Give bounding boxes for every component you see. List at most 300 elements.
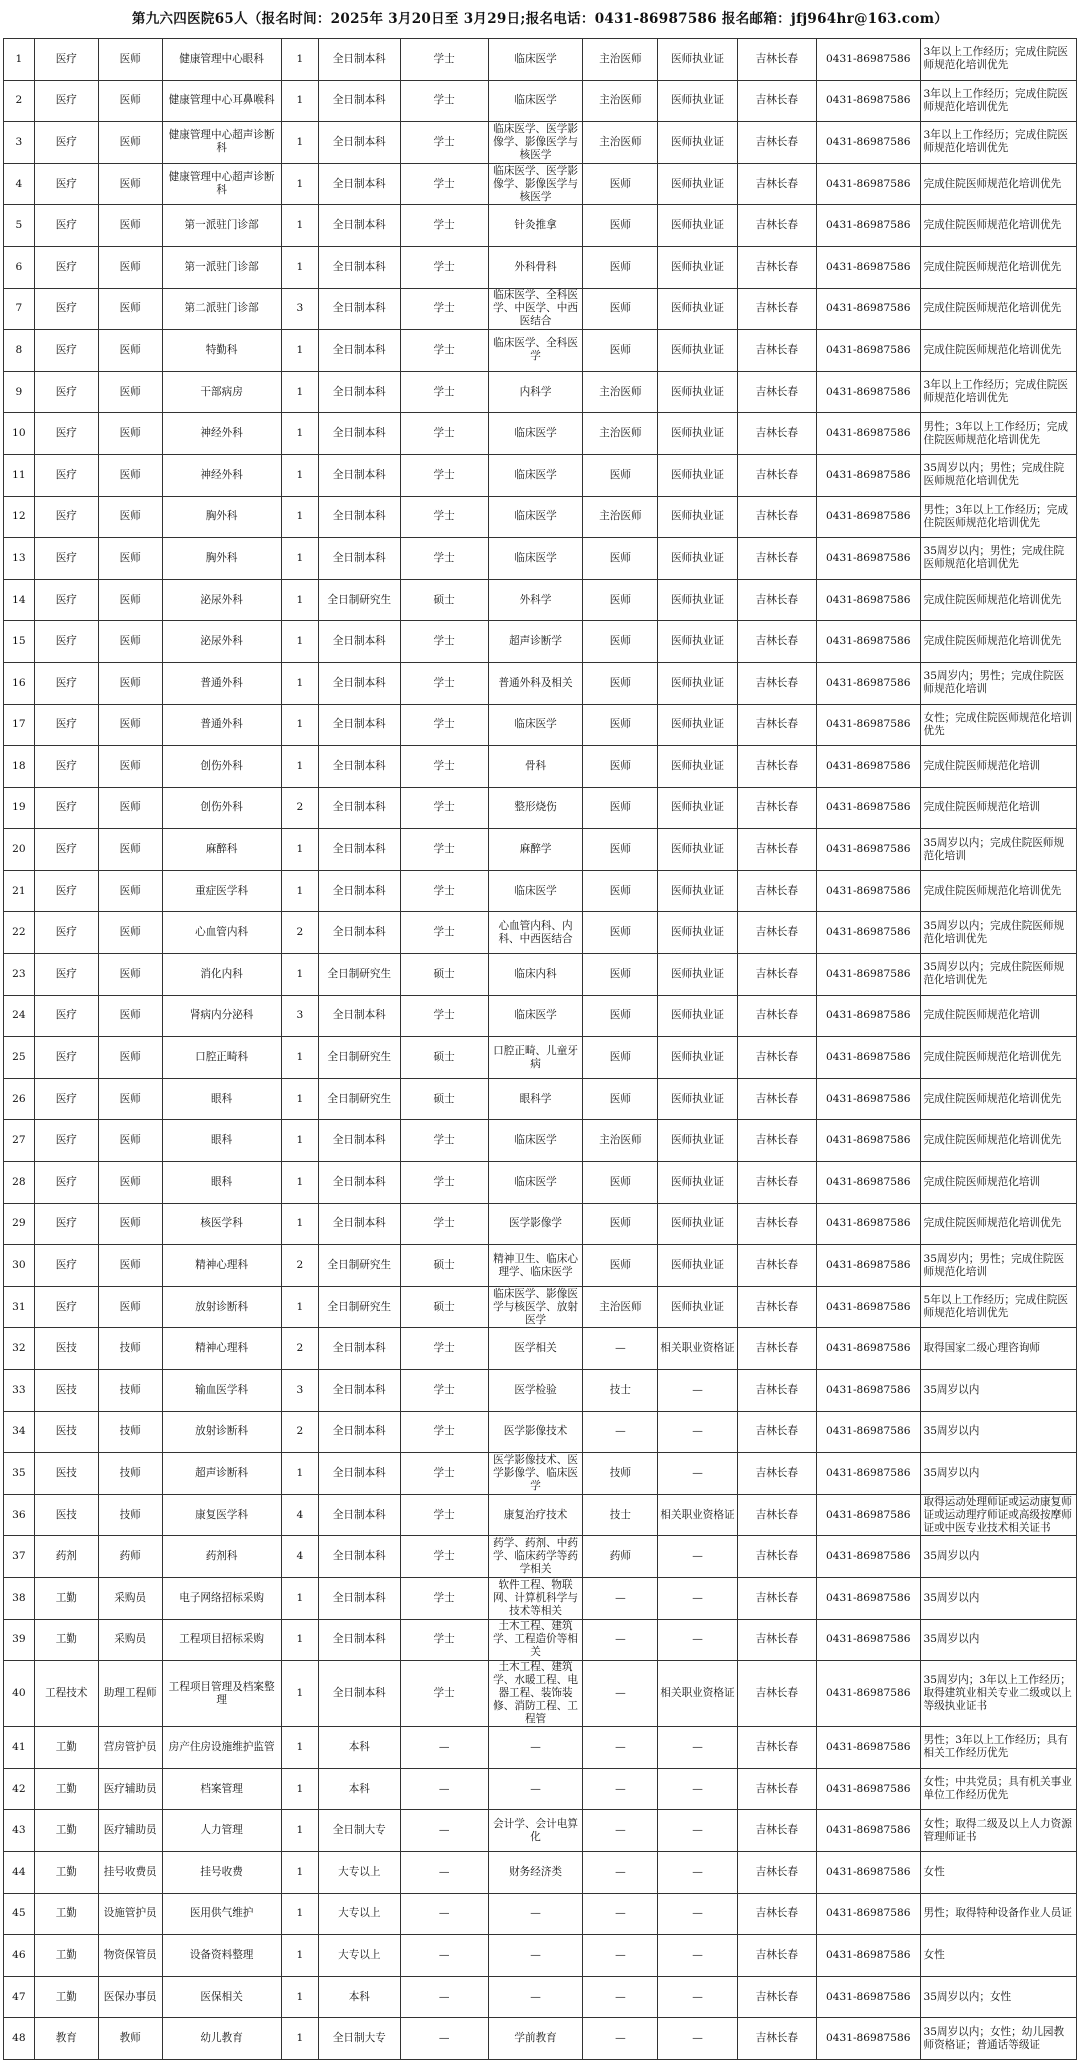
cell-major: 临床医学 xyxy=(488,80,583,122)
cell-title-requirement: 医师 xyxy=(583,829,658,871)
cell-position: 技师 xyxy=(98,1328,162,1370)
cell-education: 全日制本科 xyxy=(319,163,401,205)
cell-degree: — xyxy=(400,1810,488,1852)
cell-department: 超声诊断科 xyxy=(162,1453,281,1495)
cell-education: 全日制本科 xyxy=(319,787,401,829)
cell-education: 全日制本科 xyxy=(319,246,401,288)
cell-location: 吉林长春 xyxy=(737,1370,816,1412)
cell-certificate: — xyxy=(658,1851,737,1893)
cell-location: 吉林长春 xyxy=(737,538,816,580)
cell-degree: 学士 xyxy=(400,1203,488,1245)
cell-category: 工勤 xyxy=(34,1935,98,1977)
cell-education: 全日制研究生 xyxy=(319,1286,401,1328)
cell-category: 医疗 xyxy=(34,829,98,871)
table-row xyxy=(4,621,1077,663)
cell-title-requirement: — xyxy=(583,1328,658,1370)
cell-department: 创伤外科 xyxy=(162,787,281,829)
cell-education: 全日制本科 xyxy=(319,1203,401,1245)
cell-department: 房产住房设施维护监管 xyxy=(162,1727,281,1769)
cell-certificate: — xyxy=(658,1411,737,1453)
cell-notes: 35周岁以内；女性；幼儿园教师资格证；普通话等级证 xyxy=(920,2018,1077,2060)
cell-department: 健康管理中心超声诊断科 xyxy=(162,122,281,164)
cell-category: 医疗 xyxy=(34,39,98,81)
cell-row-number: 32 xyxy=(4,1328,35,1370)
cell-headcount: 1 xyxy=(281,829,318,871)
cell-location: 吉林长春 xyxy=(737,829,816,871)
cell-row-number: 33 xyxy=(4,1370,35,1412)
cell-certificate: 医师执业证 xyxy=(658,621,737,663)
cell-headcount: 1 xyxy=(281,1037,318,1079)
cell-degree: 学士 xyxy=(400,538,488,580)
cell-headcount: 1 xyxy=(281,205,318,247)
cell-title-requirement: — xyxy=(583,1727,658,1769)
cell-position: 医师 xyxy=(98,1245,162,1287)
cell-education: 全日制本科 xyxy=(319,1619,401,1661)
cell-phone: 0431-86987586 xyxy=(816,870,920,912)
cell-title-requirement: 药师 xyxy=(583,1536,658,1578)
cell-position: 技师 xyxy=(98,1370,162,1412)
cell-row-number: 10 xyxy=(4,413,35,455)
table-row xyxy=(4,787,1077,829)
cell-notes: 完成住院医师规范化培训优先 xyxy=(920,1078,1077,1120)
cell-education: 大专以上 xyxy=(319,1893,401,1935)
cell-department: 幼儿教育 xyxy=(162,2018,281,2060)
cell-notes: 35周岁以内 xyxy=(920,1453,1077,1495)
cell-major: — xyxy=(488,1768,583,1810)
cell-notes: 完成住院医师规范化培训优先 xyxy=(920,621,1077,663)
cell-major: 临床医学、全科医学、中医学、中西医结合 xyxy=(488,288,583,330)
cell-certificate: 医师执业证 xyxy=(658,288,737,330)
cell-department: 眼科 xyxy=(162,1120,281,1162)
cell-major: 药学、药剂、中药学、临床药学等药学相关 xyxy=(488,1536,583,1578)
cell-category: 工勤 xyxy=(34,1976,98,2018)
cell-major: 精神卫生、临床心理学、临床医学 xyxy=(488,1245,583,1287)
cell-degree: 学士 xyxy=(400,1370,488,1412)
cell-title-requirement: 医师 xyxy=(583,454,658,496)
cell-category: 工勤 xyxy=(34,1810,98,1852)
cell-department: 麻醉科 xyxy=(162,829,281,871)
cell-degree: 学士 xyxy=(400,912,488,954)
cell-location: 吉林长春 xyxy=(737,1893,816,1935)
cell-phone: 0431-86987586 xyxy=(816,1661,920,1727)
cell-notes: 35周岁以内 xyxy=(920,1536,1077,1578)
cell-education: 全日制本科 xyxy=(319,912,401,954)
cell-category: 医疗 xyxy=(34,330,98,372)
cell-education: 全日制本科 xyxy=(319,538,401,580)
cell-degree: 硕士 xyxy=(400,579,488,621)
cell-phone: 0431-86987586 xyxy=(816,496,920,538)
cell-major: — xyxy=(488,1893,583,1935)
cell-row-number: 2 xyxy=(4,80,35,122)
cell-certificate: 医师执业证 xyxy=(658,704,737,746)
cell-degree: 学士 xyxy=(400,80,488,122)
cell-department: 胸外科 xyxy=(162,496,281,538)
cell-title-requirement: — xyxy=(583,2018,658,2060)
cell-major: 超声诊断学 xyxy=(488,621,583,663)
cell-degree: 学士 xyxy=(400,662,488,704)
recruitment-table xyxy=(3,38,1077,2060)
cell-title-requirement: 主治医师 xyxy=(583,80,658,122)
cell-headcount: 1 xyxy=(281,2018,318,2060)
cell-major: 麻醉学 xyxy=(488,829,583,871)
cell-major: 针灸推拿 xyxy=(488,205,583,247)
cell-major: — xyxy=(488,1727,583,1769)
cell-certificate: 医师执业证 xyxy=(658,1037,737,1079)
cell-headcount: 1 xyxy=(281,80,318,122)
cell-certificate: 相关职业资格证 xyxy=(658,1494,737,1536)
cell-certificate: 相关职业资格证 xyxy=(658,1328,737,1370)
cell-major: 临床医学 xyxy=(488,704,583,746)
cell-education: 全日制研究生 xyxy=(319,1078,401,1120)
cell-title-requirement: — xyxy=(583,1810,658,1852)
cell-education: 全日制本科 xyxy=(319,1661,401,1727)
cell-headcount: 1 xyxy=(281,870,318,912)
cell-major: 普通外科及相关 xyxy=(488,662,583,704)
cell-notes: 女性；完成住院医师规范化培训优先 xyxy=(920,704,1077,746)
cell-position: 医师 xyxy=(98,538,162,580)
cell-position: 医师 xyxy=(98,80,162,122)
cell-certificate: — xyxy=(658,1577,737,1619)
table-row xyxy=(4,163,1077,205)
cell-category: 医技 xyxy=(34,1328,98,1370)
cell-position: 技师 xyxy=(98,1453,162,1495)
cell-position: 医师 xyxy=(98,1286,162,1328)
cell-department: 口腔正畸科 xyxy=(162,1037,281,1079)
cell-notes: 女性 xyxy=(920,1935,1077,1977)
cell-major: 骨科 xyxy=(488,746,583,788)
cell-location: 吉林长春 xyxy=(737,1162,816,1204)
cell-title-requirement: 主治医师 xyxy=(583,371,658,413)
cell-location: 吉林长春 xyxy=(737,288,816,330)
cell-headcount: 1 xyxy=(281,1619,318,1661)
cell-department: 神经外科 xyxy=(162,413,281,455)
cell-location: 吉林长春 xyxy=(737,704,816,746)
cell-department: 放射诊断科 xyxy=(162,1411,281,1453)
cell-location: 吉林长春 xyxy=(737,954,816,996)
cell-position: 医师 xyxy=(98,205,162,247)
cell-location: 吉林长春 xyxy=(737,1768,816,1810)
cell-major: 土木工程、建筑学、工程造价等相关 xyxy=(488,1619,583,1661)
cell-title-requirement: 主治医师 xyxy=(583,39,658,81)
cell-notes: 35周岁以内；男性；完成住院医师规范化培训优先 xyxy=(920,538,1077,580)
cell-phone: 0431-86987586 xyxy=(816,912,920,954)
cell-headcount: 1 xyxy=(281,454,318,496)
cell-headcount: 1 xyxy=(281,1935,318,1977)
cell-position: 助理工程师 xyxy=(98,1661,162,1727)
cell-position: 医师 xyxy=(98,454,162,496)
table-row xyxy=(4,579,1077,621)
cell-title-requirement: — xyxy=(583,1893,658,1935)
cell-education: 全日制本科 xyxy=(319,746,401,788)
cell-headcount: 1 xyxy=(281,704,318,746)
cell-degree: 硕士 xyxy=(400,1078,488,1120)
cell-row-number: 12 xyxy=(4,496,35,538)
cell-notes: 35周岁以内；女性 xyxy=(920,1976,1077,2018)
cell-category: 医疗 xyxy=(34,163,98,205)
cell-notes: 35周岁以内 xyxy=(920,1411,1077,1453)
cell-position: 医师 xyxy=(98,1120,162,1162)
cell-row-number: 26 xyxy=(4,1078,35,1120)
table-row xyxy=(4,1162,1077,1204)
cell-row-number: 7 xyxy=(4,288,35,330)
cell-certificate: — xyxy=(658,1935,737,1977)
cell-location: 吉林长春 xyxy=(737,1810,816,1852)
cell-row-number: 23 xyxy=(4,954,35,996)
cell-major: 医学影像技术、医学影像学、临床医学 xyxy=(488,1453,583,1495)
cell-category: 医疗 xyxy=(34,1037,98,1079)
cell-position: 挂号收费员 xyxy=(98,1851,162,1893)
cell-department: 设备资料整理 xyxy=(162,1935,281,1977)
cell-major: 临床医学、医学影像学、影像医学与核医学 xyxy=(488,122,583,164)
cell-degree: 学士 xyxy=(400,1494,488,1536)
cell-department: 精神心理科 xyxy=(162,1328,281,1370)
cell-degree: 学士 xyxy=(400,413,488,455)
cell-position: 医师 xyxy=(98,39,162,81)
cell-certificate: 医师执业证 xyxy=(658,1286,737,1328)
cell-education: 本科 xyxy=(319,1768,401,1810)
cell-notes: 完成住院医师规范化培训优先 xyxy=(920,579,1077,621)
cell-position: 医师 xyxy=(98,163,162,205)
cell-row-number: 42 xyxy=(4,1768,35,1810)
cell-title-requirement: 医师 xyxy=(583,704,658,746)
cell-headcount: 2 xyxy=(281,912,318,954)
cell-row-number: 18 xyxy=(4,746,35,788)
cell-certificate: 医师执业证 xyxy=(658,829,737,871)
cell-location: 吉林长春 xyxy=(737,496,816,538)
cell-category: 医疗 xyxy=(34,1245,98,1287)
cell-notes: 取得国家二级心理咨询师 xyxy=(920,1328,1077,1370)
cell-headcount: 1 xyxy=(281,579,318,621)
cell-department: 挂号收费 xyxy=(162,1851,281,1893)
cell-department: 胸外科 xyxy=(162,538,281,580)
table-row xyxy=(4,1661,1077,1727)
cell-notes: 完成住院医师规范化培训优先 xyxy=(920,163,1077,205)
cell-phone: 0431-86987586 xyxy=(816,330,920,372)
cell-notes: 完成住院医师规范化培训 xyxy=(920,787,1077,829)
cell-phone: 0431-86987586 xyxy=(816,1935,920,1977)
cell-title-requirement: 医师 xyxy=(583,579,658,621)
cell-department: 泌尿外科 xyxy=(162,621,281,663)
cell-certificate: — xyxy=(658,1536,737,1578)
cell-major: 医学检验 xyxy=(488,1370,583,1412)
cell-notes: 女性；中共党员；具有机关事业单位工作经历优先 xyxy=(920,1768,1077,1810)
cell-department: 放射诊断科 xyxy=(162,1286,281,1328)
cell-headcount: 1 xyxy=(281,122,318,164)
cell-position: 医师 xyxy=(98,413,162,455)
cell-certificate: 医师执业证 xyxy=(658,995,737,1037)
cell-education: 本科 xyxy=(319,1976,401,2018)
cell-row-number: 41 xyxy=(4,1727,35,1769)
cell-degree: — xyxy=(400,1768,488,1810)
cell-major: 学前教育 xyxy=(488,2018,583,2060)
cell-major: 临床医学 xyxy=(488,538,583,580)
cell-category: 医疗 xyxy=(34,1078,98,1120)
cell-headcount: 1 xyxy=(281,1810,318,1852)
cell-education: 全日制本科 xyxy=(319,205,401,247)
cell-phone: 0431-86987586 xyxy=(816,704,920,746)
cell-headcount: 1 xyxy=(281,39,318,81)
cell-category: 医疗 xyxy=(34,995,98,1037)
table-row xyxy=(4,1577,1077,1619)
cell-phone: 0431-86987586 xyxy=(816,1453,920,1495)
cell-location: 吉林长春 xyxy=(737,80,816,122)
cell-department: 创伤外科 xyxy=(162,746,281,788)
cell-location: 吉林长春 xyxy=(737,2018,816,2060)
cell-location: 吉林长春 xyxy=(737,1494,816,1536)
cell-notes: 完成住院医师规范化培训优先 xyxy=(920,330,1077,372)
cell-major: 软件工程、物联网、计算机科学与技术等相关 xyxy=(488,1577,583,1619)
cell-major: 临床内科 xyxy=(488,954,583,996)
cell-phone: 0431-86987586 xyxy=(816,1893,920,1935)
cell-category: 医技 xyxy=(34,1370,98,1412)
cell-major: 临床医学 xyxy=(488,496,583,538)
cell-education: 全日制本科 xyxy=(319,496,401,538)
cell-position: 教师 xyxy=(98,2018,162,2060)
cell-location: 吉林长春 xyxy=(737,1245,816,1287)
cell-major: — xyxy=(488,1935,583,1977)
cell-degree: 学士 xyxy=(400,330,488,372)
cell-position: 医保办事员 xyxy=(98,1976,162,2018)
cell-headcount: 1 xyxy=(281,746,318,788)
cell-row-number: 16 xyxy=(4,662,35,704)
cell-row-number: 14 xyxy=(4,579,35,621)
cell-row-number: 31 xyxy=(4,1286,35,1328)
cell-row-number: 38 xyxy=(4,1577,35,1619)
cell-education: 全日制本科 xyxy=(319,1411,401,1453)
cell-row-number: 1 xyxy=(4,39,35,81)
cell-degree: — xyxy=(400,2018,488,2060)
cell-notes: 35周岁以内 xyxy=(920,1577,1077,1619)
table-row xyxy=(4,1328,1077,1370)
cell-category: 医疗 xyxy=(34,122,98,164)
cell-location: 吉林长春 xyxy=(737,246,816,288)
cell-title-requirement: 医师 xyxy=(583,163,658,205)
cell-row-number: 3 xyxy=(4,122,35,164)
cell-category: 医疗 xyxy=(34,1203,98,1245)
cell-education: 大专以上 xyxy=(319,1935,401,1977)
cell-position: 医师 xyxy=(98,496,162,538)
cell-certificate: 医师执业证 xyxy=(658,413,737,455)
cell-phone: 0431-86987586 xyxy=(816,621,920,663)
cell-row-number: 36 xyxy=(4,1494,35,1536)
table-row xyxy=(4,1120,1077,1162)
cell-title-requirement: 医师 xyxy=(583,621,658,663)
cell-category: 医技 xyxy=(34,1453,98,1495)
cell-education: 全日制本科 xyxy=(319,122,401,164)
cell-category: 工勤 xyxy=(34,1893,98,1935)
cell-degree: 学士 xyxy=(400,1661,488,1727)
cell-phone: 0431-86987586 xyxy=(816,1162,920,1204)
table-row xyxy=(4,829,1077,871)
table-row xyxy=(4,1536,1077,1578)
cell-department: 工程项目管理及档案整理 xyxy=(162,1661,281,1727)
cell-location: 吉林长春 xyxy=(737,163,816,205)
cell-category: 医疗 xyxy=(34,621,98,663)
cell-category: 医疗 xyxy=(34,787,98,829)
cell-degree: 学士 xyxy=(400,122,488,164)
cell-category: 医技 xyxy=(34,1411,98,1453)
cell-notes: 35周岁以内；男性；完成住院医师规范化培训优先 xyxy=(920,454,1077,496)
cell-major: 医学相关 xyxy=(488,1328,583,1370)
cell-headcount: 2 xyxy=(281,1328,318,1370)
cell-row-number: 30 xyxy=(4,1245,35,1287)
table-row xyxy=(4,870,1077,912)
cell-location: 吉林长春 xyxy=(737,746,816,788)
cell-category: 医疗 xyxy=(34,413,98,455)
cell-title-requirement: 医师 xyxy=(583,870,658,912)
cell-location: 吉林长春 xyxy=(737,122,816,164)
table-row xyxy=(4,1893,1077,1935)
cell-location: 吉林长春 xyxy=(737,1328,816,1370)
cell-department: 肾病内分泌科 xyxy=(162,995,281,1037)
table-row xyxy=(4,662,1077,704)
cell-major: 临床医学 xyxy=(488,995,583,1037)
cell-certificate: — xyxy=(658,1619,737,1661)
cell-certificate: — xyxy=(658,1453,737,1495)
cell-headcount: 2 xyxy=(281,1411,318,1453)
cell-degree: — xyxy=(400,1893,488,1935)
cell-department: 第一派驻门诊部 xyxy=(162,205,281,247)
cell-title-requirement: 医师 xyxy=(583,912,658,954)
cell-category: 医疗 xyxy=(34,246,98,288)
cell-row-number: 25 xyxy=(4,1037,35,1079)
cell-department: 消化内科 xyxy=(162,954,281,996)
cell-category: 药剂 xyxy=(34,1536,98,1578)
cell-headcount: 1 xyxy=(281,496,318,538)
cell-department: 重症医学科 xyxy=(162,870,281,912)
cell-phone: 0431-86987586 xyxy=(816,39,920,81)
cell-certificate: 医师执业证 xyxy=(658,454,737,496)
cell-title-requirement: 主治医师 xyxy=(583,122,658,164)
cell-phone: 0431-86987586 xyxy=(816,1120,920,1162)
cell-notes: 男性；3年以上工作经历；具有相关工作经历优先 xyxy=(920,1727,1077,1769)
cell-phone: 0431-86987586 xyxy=(816,746,920,788)
cell-category: 医疗 xyxy=(34,704,98,746)
table-row xyxy=(4,1453,1077,1495)
cell-headcount: 4 xyxy=(281,1494,318,1536)
cell-phone: 0431-86987586 xyxy=(816,1577,920,1619)
cell-department: 核医学科 xyxy=(162,1203,281,1245)
cell-department: 眼科 xyxy=(162,1162,281,1204)
cell-education: 全日制本科 xyxy=(319,870,401,912)
cell-location: 吉林长春 xyxy=(737,1577,816,1619)
cell-category: 工勤 xyxy=(34,1768,98,1810)
table-row xyxy=(4,1851,1077,1893)
cell-headcount: 1 xyxy=(281,1162,318,1204)
cell-row-number: 19 xyxy=(4,787,35,829)
cell-position: 医师 xyxy=(98,1162,162,1204)
cell-category: 医疗 xyxy=(34,1286,98,1328)
cell-major: 康复治疗技术 xyxy=(488,1494,583,1536)
cell-degree: — xyxy=(400,1851,488,1893)
cell-education: 全日制本科 xyxy=(319,454,401,496)
cell-notes: 完成住院医师规范化培训优先 xyxy=(920,1120,1077,1162)
table-row xyxy=(4,454,1077,496)
cell-location: 吉林长春 xyxy=(737,1619,816,1661)
cell-category: 工勤 xyxy=(34,1577,98,1619)
cell-phone: 0431-86987586 xyxy=(816,1203,920,1245)
cell-notes: 35周岁内；男性；完成住院医师规范化培训 xyxy=(920,662,1077,704)
cell-department: 特勤科 xyxy=(162,330,281,372)
cell-education: 全日制本科 xyxy=(319,330,401,372)
cell-education: 全日制本科 xyxy=(319,1328,401,1370)
cell-position: 医疗辅助员 xyxy=(98,1810,162,1852)
cell-title-requirement: 医师 xyxy=(583,1037,658,1079)
cell-title-requirement: 技师 xyxy=(583,1453,658,1495)
cell-certificate: 医师执业证 xyxy=(658,122,737,164)
cell-certificate: 医师执业证 xyxy=(658,496,737,538)
cell-title-requirement: 主治医师 xyxy=(583,1286,658,1328)
